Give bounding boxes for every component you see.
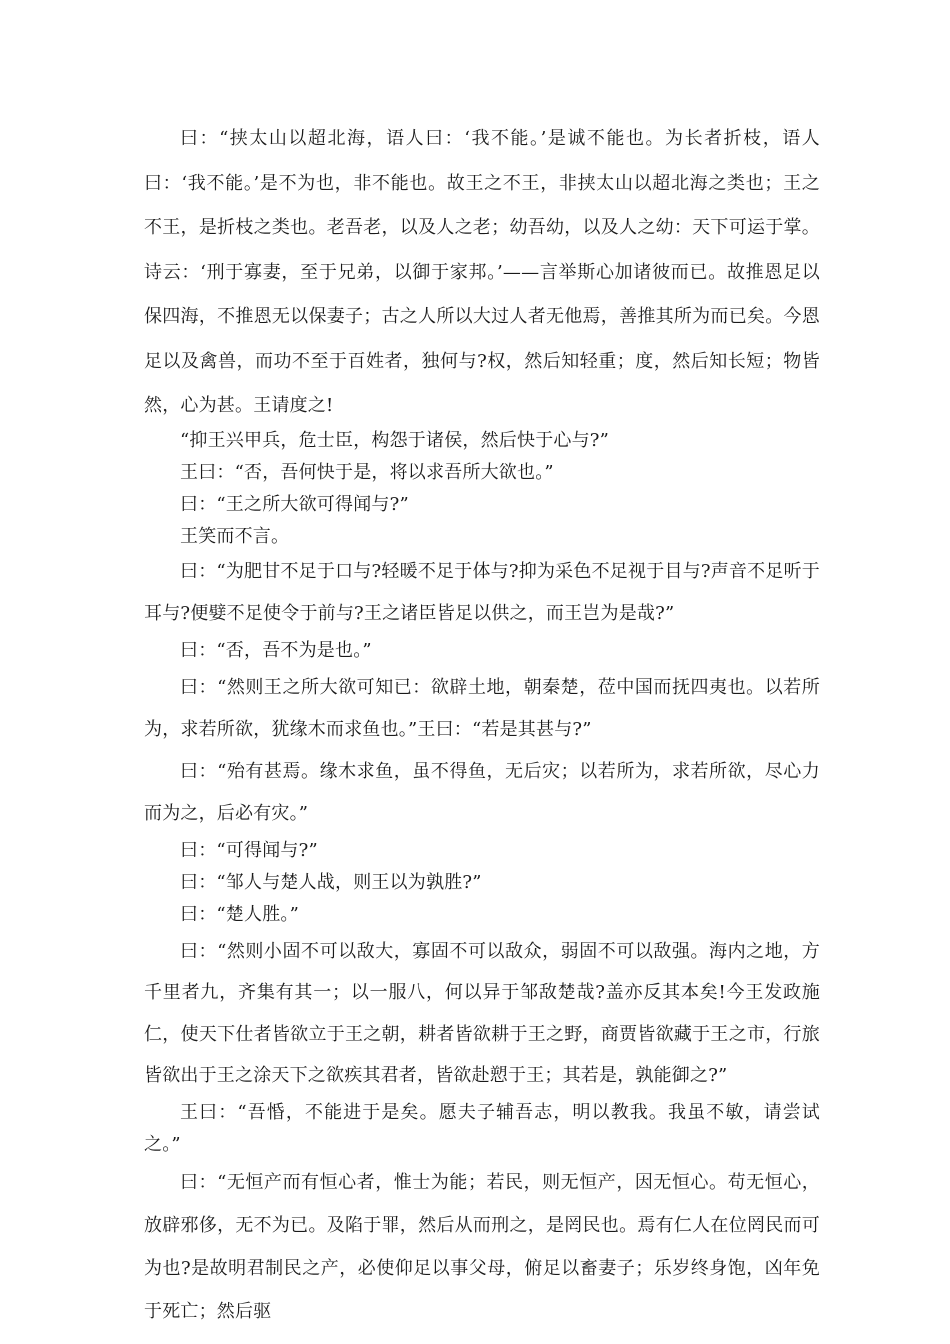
paragraph-1: 曰：“挟太山以超北海，语人曰：‘我不能。’是诚不能也。为长者折枝，语人曰：‘我不能。’是不为也，非不能也。故王之不王，非挟太山以超北海之类也；王之不王，是折枝之类也。老吾老，以及人之老；幼吾幼，以及人之幼：天下可运于掌。诗云：‘刑于寡妻，至于兄弟，以御于家邦。’——言举斯心加诸彼而已。故推恩足以保四海，不推恩无以保妻子；古之人所以大过人者无他焉，善推其所为而已矣。今恩足以及禽兽，而功不至于百姓者，独何与?权，然后知轻重；度，然后知长短；物皆然，心为甚。王请度之! [144,128,820,416]
paragraph-10: 曰：“可得闻与?” [180,839,318,861]
paragraph-14: 王曰：“吾惛，不能进于是矣。愿夫子辅吾志，明以教我。我虽不敏，请尝试之。” [144,1101,820,1155]
paragraph-11: 曰：“邹人与楚人战，则王以为孰胜?” [180,871,482,893]
paragraph-3: 王曰：“否，吾何快于是，将以求吾所大欲也。” [180,461,554,483]
paragraph-15: 曰：“无恒产而有恒心者，惟士为能；若民，则无恒产，因无恒心。苟无恒心，放辟邪侈，无不为已。及陷于罪，然后从而刑之，是罔民也。焉有仁人在位罔民而可为也?是故明君制民之产，必使仰足以事父母，俯足以畜妻子；乐岁终身饱，凶年免于死亡；然后驱 [144,1171,820,1322]
paragraph-8: 曰：“然则王之所大欲可知已：欲辟土地，朝秦楚，莅中国而抚四夷也。以若所为，求若所欲，犹缘木而求鱼也。”王曰：“若是其甚与?” [144,676,820,740]
document-body [144,117,820,1333]
paragraph-13: 曰：“然则小固不可以敌大，寡固不可以敌众，弱固不可以敌强。海内之地，方千里者九，齐集有其一；以一服八，何以异于邹敌楚哉?盖亦反其本矣!今王发政施仁，使天下仕者皆欲立于王之朝，耕者皆欲耕于王之野，商贾皆欲藏于王之市，行旅皆欲出于王之涂天下之欲疾其君者，皆欲赴愬于王；其若是，孰能御之?” [144,940,820,1086]
paragraph-7: 曰：“否，吾不为是也。” [180,639,372,661]
paragraph-9: 曰：“殆有甚焉。缘木求鱼，虽不得鱼，无后灾；以若所为，求若所欲，尽心力而为之，后必有灾。” [144,760,820,824]
paragraph-4: 曰：“王之所大欲可得闻与?” [180,493,409,515]
paragraph-5: 王笑而不言。 [180,525,290,547]
paragraph-12: 曰：“楚人胜。” [180,903,300,925]
paragraph-2: “抑王兴甲兵，危士臣，构怨于诸侯，然后快于心与?” [180,429,610,451]
paragraph-6: 曰：“为肥甘不足于口与?轻暖不足于体与?抑为采色不足视于目与?声音不足听于耳与?便嬖不足使令于前与?王之诸臣皆足以供之，而王岂为是哉?” [144,560,820,624]
